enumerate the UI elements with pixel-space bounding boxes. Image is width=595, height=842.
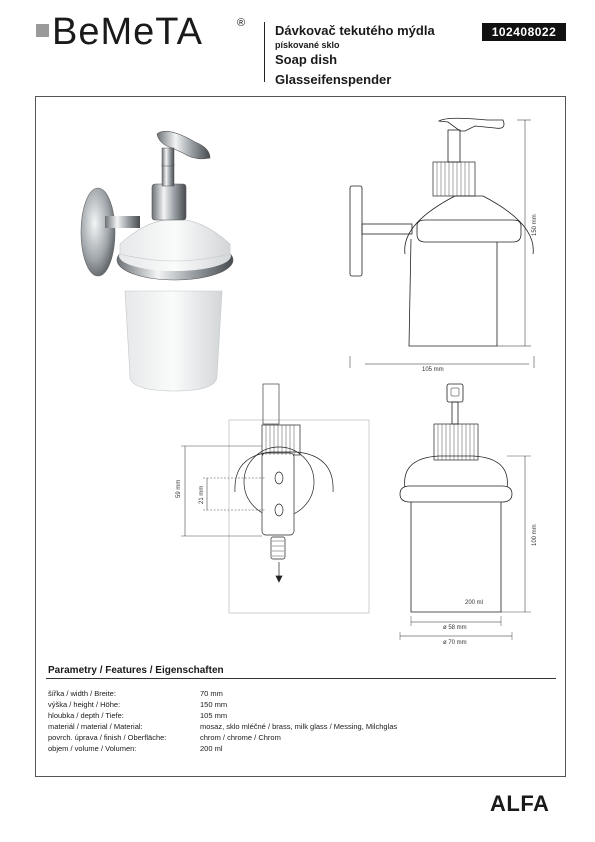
specs-divider	[46, 678, 556, 679]
spec-row	[48, 711, 227, 720]
spec-label: objem / volume / Volumen:	[48, 744, 137, 753]
spec-row	[48, 733, 281, 742]
spec-label: materiál / material / Material:	[48, 722, 143, 731]
product-photo	[81, 131, 233, 391]
side-view-drawing	[350, 118, 534, 368]
spec-value: 150 mm	[200, 700, 228, 709]
product-code-badge: 102408022	[482, 23, 566, 41]
spec-value: 70 mm	[200, 689, 223, 698]
logo-square-icon	[36, 24, 49, 37]
title-czech: Dávkovač tekutého mýdla	[275, 23, 435, 38]
header-divider	[264, 22, 265, 82]
spec-row	[48, 722, 397, 731]
spec-value: 105 mm	[200, 711, 228, 720]
dim-mount-height: 59 mm	[176, 479, 182, 498]
front-pump-lines	[438, 424, 474, 460]
spec-label: povrch. úprava / finish / Oberfläche:	[48, 733, 167, 742]
spec-label: šířka / width / Breite:	[48, 689, 116, 698]
spec-label: výška / height / Höhe:	[48, 700, 121, 709]
dim-width-side: 105 mm	[422, 367, 444, 373]
dim-height-front: 100 mm	[532, 524, 538, 546]
spec-row	[48, 744, 223, 753]
spec-value: 200 ml	[200, 744, 223, 753]
spec-label: hloubka / depth / Tiefe:	[48, 711, 124, 720]
product-name: ALFA	[490, 791, 550, 816]
volume-label: 200 ml	[465, 600, 484, 606]
dim-height-side: 150 mm	[532, 214, 538, 236]
mount-view-drawing	[181, 384, 369, 613]
brand-logo: BeMeTA	[52, 11, 204, 53]
title-czech-subtitle: pískované sklo	[275, 40, 340, 50]
spec-value: mosaz, sklo mléčné / brass, milk glass / Messing, Milchglas	[200, 722, 398, 731]
pump-lines	[437, 162, 469, 196]
spec-value: chrom / chrome / Chrom	[200, 733, 281, 742]
title-german: Glasseifenspender	[275, 72, 392, 87]
spec-row	[48, 700, 227, 709]
registered-mark: ®	[237, 17, 246, 29]
specs-title: Parametry / Features / Eigenschaften	[48, 665, 224, 676]
dim-inner-diameter: ø 58 mm	[443, 625, 467, 631]
dim-hole-spacing: 21 mm	[199, 485, 205, 504]
dim-outer-diameter: ø 70 mm	[443, 640, 467, 646]
technical-drawing	[35, 96, 566, 656]
spec-row	[48, 689, 223, 698]
title-english: Soap dish	[275, 52, 338, 67]
